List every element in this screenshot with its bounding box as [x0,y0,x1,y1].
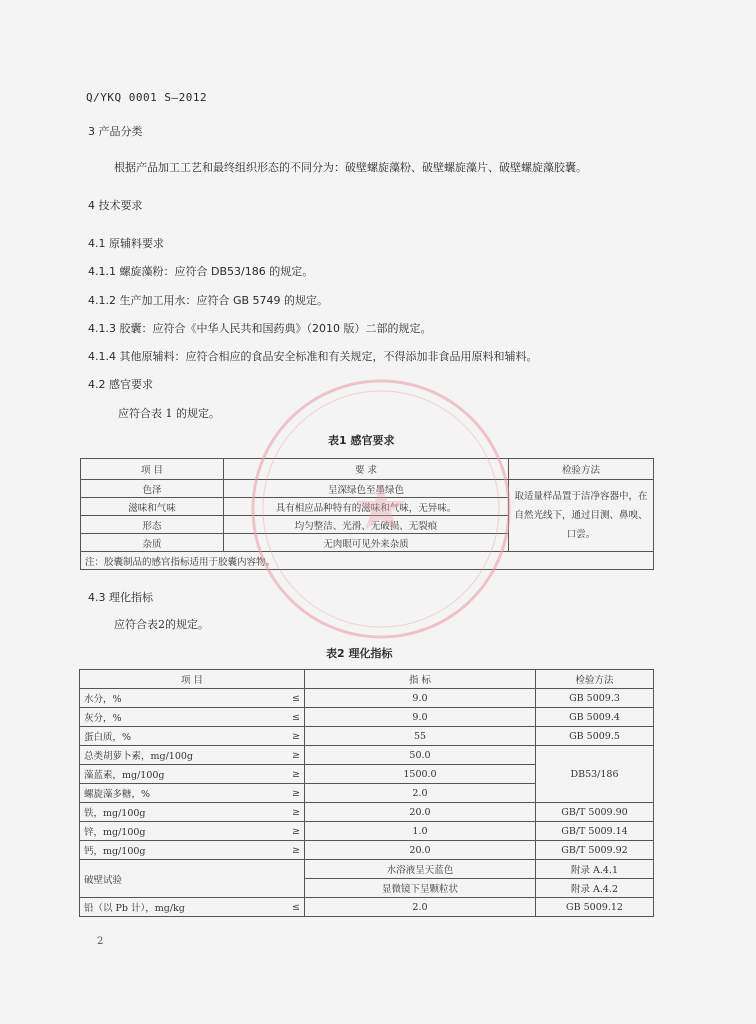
section-4-2-heading: 4.2 感官要求 [88,378,153,391]
table-cell-value: 1500.0 [304,765,535,784]
table-cell-item: 螺旋藻多糖，% [80,784,239,803]
table-cell: 色泽 [81,480,224,498]
table-row [80,708,654,727]
table-1-caption: 表1 感官要求 [328,434,395,447]
table-header: 项 目 [80,670,305,689]
physicochemical-table [79,669,654,917]
table-cell-method: GB/T 5009.92 [535,841,653,860]
table-cell-method: 附录 A.4.1 [535,860,653,879]
table-cell-value: 显微镜下呈颗粒状 [304,879,535,898]
table-cell-op: ≥ [238,765,304,784]
table-row [80,727,654,746]
table-cell: 均匀整洁、光滑、无破损、无裂痕 [224,516,509,534]
table-cell-op: ≥ [238,803,304,822]
section-4-3-text: 应符合表2的规定。 [114,618,209,631]
section-3-heading: 3 产品分类 [88,125,143,138]
table-row [80,860,654,879]
table-cell-method: GB 5009.12 [535,898,653,917]
table-cell-value: 1.0 [304,822,535,841]
table-row [80,841,654,860]
table-cell-item: 破壁试验 [80,860,305,898]
table-cell-op: ≥ [238,727,304,746]
item-4-1-1: 4.1.1 螺旋藻粉：应符合 DB53/186 的规定。 [88,265,314,278]
table-cell-method: 附录 A.4.2 [535,879,653,898]
table-row [80,898,654,917]
item-4-1-2: 4.1.2 生产加工用水：应符合 GB 5749 的规定。 [88,294,329,307]
table-note-row [81,552,654,570]
table-header: 指 标 [304,670,535,689]
page-number: 2 [97,936,104,947]
table-cell: 滋味和气味 [81,498,224,516]
table-cell-op: ≤ [238,898,304,917]
section-4-heading: 4 技术要求 [88,199,143,212]
table-cell-value: 20.0 [304,803,535,822]
table-cell-op: ≤ [238,689,304,708]
table-cell-method: GB/T 5009.90 [535,803,653,822]
table-cell: 形态 [81,516,224,534]
table-cell: 具有相应品种特有的滋味和气味，无异味。 [224,498,509,516]
table-cell-item: 钙，mg/100g [80,841,239,860]
table-cell-item: 锌，mg/100g [80,822,239,841]
table-cell: 呈深绿色至墨绿色 [224,480,509,498]
table-cell-value: 2.0 [304,898,535,917]
table-cell-value: 9.0 [304,708,535,727]
item-4-1-3: 4.1.3 胶囊：应符合《中华人民共和国药典》（2010 版）二部的规定。 [88,322,432,335]
table-cell-op: ≥ [238,746,304,765]
sensory-requirements-table [80,458,654,570]
table-cell-item: 灰分，% [80,708,239,727]
table-cell-item: 藻蓝素，mg/100g [80,765,239,784]
table-header: 检验方法 [535,670,653,689]
table-cell-value: 2.0 [304,784,535,803]
table-row [80,689,654,708]
section-4-1-heading: 4.1 原辅料要求 [88,237,164,250]
table-cell-method: GB 5009.5 [535,727,653,746]
table-cell-op: ≥ [238,822,304,841]
table-cell-value: 水浴液呈天蓝色 [304,860,535,879]
table-cell-value: 50.0 [304,746,535,765]
table-cell-item: 总类胡萝卜素，mg/100g [80,746,239,765]
table-cell: 无肉眼可见外来杂质 [224,534,509,552]
table-cell-method: GB/T 5009.14 [535,822,653,841]
table-cell-item: 水分，% [80,689,239,708]
document-number: Q/YKQ 0001 S—2012 [86,91,208,104]
table-cell-item: 蛋白质，% [80,727,239,746]
table-row [81,480,654,498]
table-cell-item: 铅（以 Pb 计），mg/kg [80,898,239,917]
table-2-caption: 表2 理化指标 [326,647,393,660]
table-cell-value: 55 [304,727,535,746]
table-cell-op: ≥ [238,841,304,860]
item-4-1-4: 4.1.4 其他原辅料：应符合相应的食品安全标准和有关规定，不得添加非食品用原料和辅料。 [88,350,538,363]
section-4-2-text: 应符合表 1 的规定。 [118,407,220,420]
section-4-3-heading: 4.3 理化指标 [88,591,153,604]
table-cell-value: 20.0 [304,841,535,860]
table-note: 注：胶囊制品的感官指标适用于胶囊内容物。 [81,552,654,570]
section-3-text: 根据产品加工工艺和最终组织形态的不同分为：破壁螺旋藻粉、破壁螺旋藻片、破壁螺旋藻胶囊。 [114,161,587,174]
table-header: 项 目 [81,459,224,480]
table-header: 要 求 [224,459,509,480]
table-cell: 杂质 [81,534,224,552]
table-cell-method: 取适量样品置于洁净容器中，在自然光线下，通过目测、鼻嗅、口尝。 [509,480,654,552]
table-cell-op: ≤ [238,708,304,727]
table-cell-value: 9.0 [304,689,535,708]
table-cell-method: DB53/186 [535,746,653,803]
table-cell-method: GB 5009.4 [535,708,653,727]
table-header: 检验方法 [509,459,654,480]
table-row [80,746,654,765]
table-row [80,803,654,822]
table-row [80,822,654,841]
table-cell-op: ≥ [238,784,304,803]
table-cell-item: 铁，mg/100g [80,803,239,822]
table-cell-method: GB 5009.3 [535,689,653,708]
